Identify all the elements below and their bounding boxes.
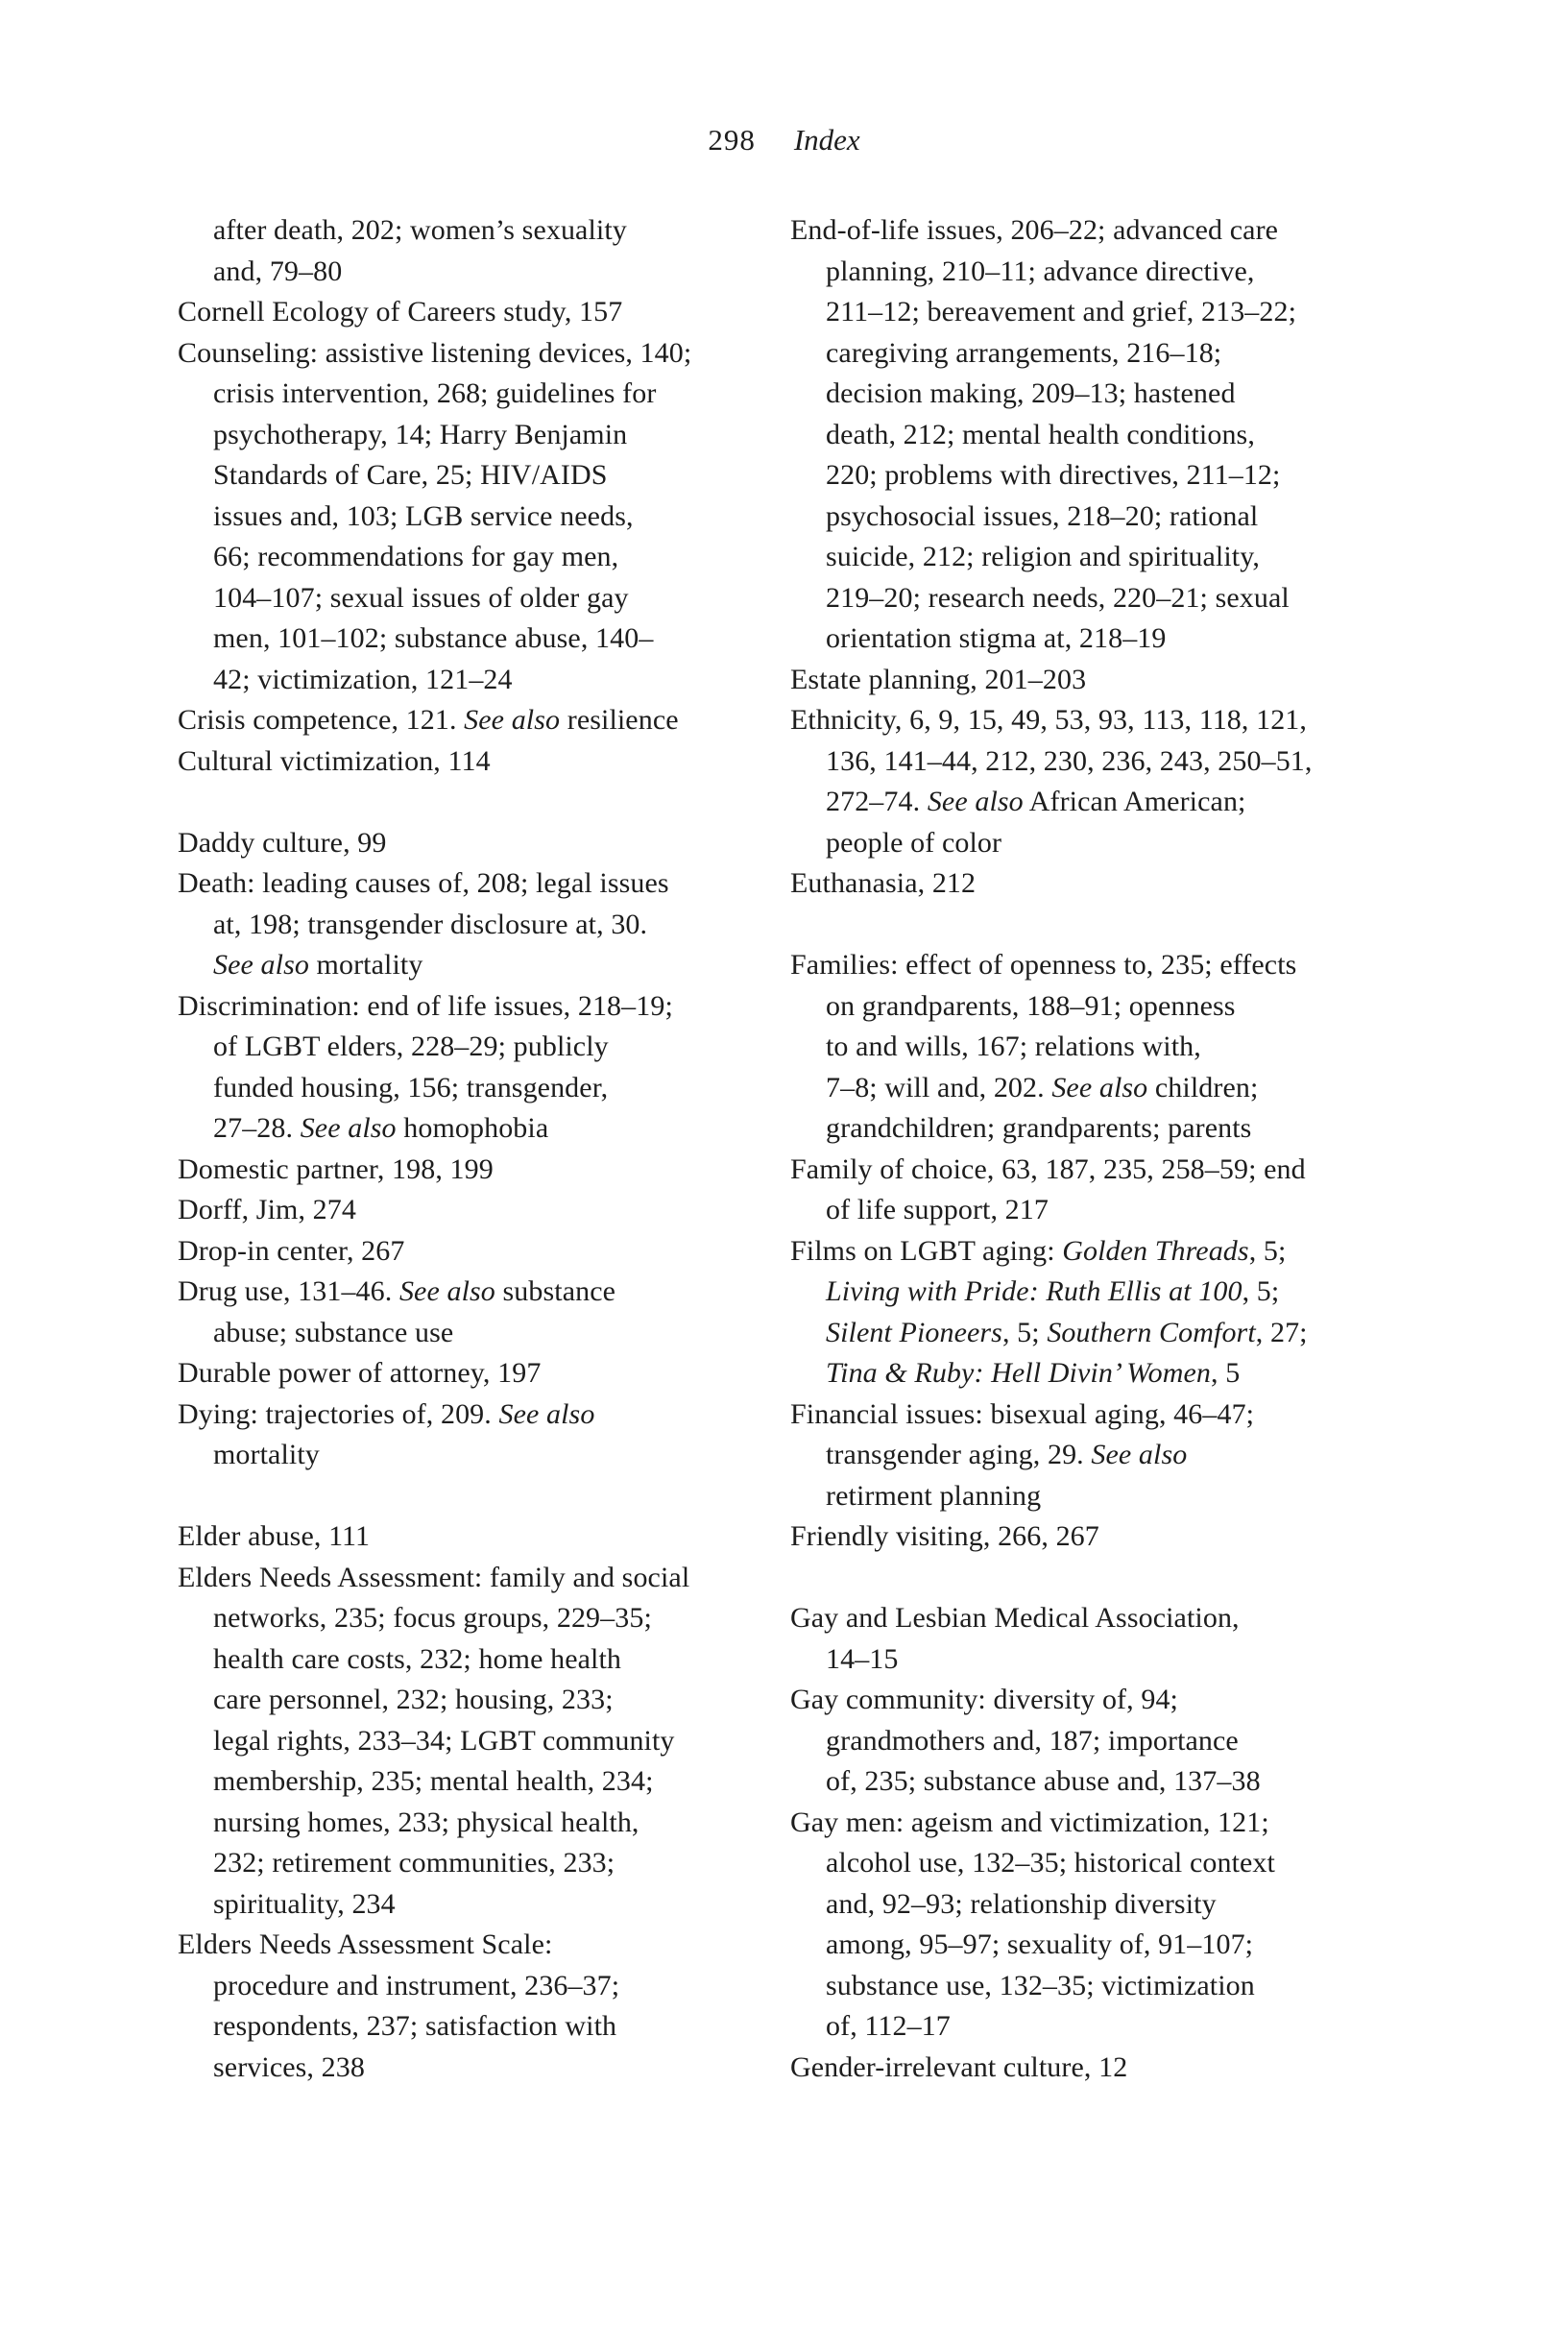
- index-line-segment: legal rights, 233–34; LGBT community: [213, 1724, 675, 1757]
- index-line: [790, 333, 1403, 375]
- index-line: [178, 945, 790, 986]
- index-line-segment: Families: effect of openness to, 235; effects: [790, 949, 1297, 981]
- index-line-segment: , 5: [1211, 1357, 1241, 1389]
- index-line-segment: , 27;: [1255, 1316, 1308, 1348]
- index-line: [790, 1476, 1403, 1517]
- index-line-segment: abuse; substance use: [213, 1316, 454, 1348]
- index-line-segment: alcohol use, 132–35; historical context: [826, 1847, 1275, 1879]
- index-line-segment: networks, 235; focus groups, 229–35;: [213, 1602, 652, 1634]
- index-line-segment: Dorff, Jim, 274: [178, 1194, 356, 1225]
- index-line-segment: Tina & Ruby: Hell Divin’ Women: [826, 1357, 1212, 1389]
- index-line-segment: grandmothers and, 187; importance: [826, 1724, 1239, 1757]
- index-line-segment: 14–15: [826, 1642, 899, 1675]
- index-line: [790, 1925, 1403, 1966]
- index-line: [178, 1313, 790, 1354]
- index-line-segment: Counseling: assistive listening devices, 140;: [178, 336, 692, 369]
- index-line-segment: psychosocial issues, 218–20; rational: [826, 499, 1259, 532]
- index-line-segment: Gay men: ageism and victimization, 121;: [790, 1806, 1269, 1838]
- index-line-segment: Dying: trajectories of, 209.: [178, 1397, 499, 1430]
- index-line: [790, 1272, 1403, 1313]
- index-line-segment: Films on LGBT aging:: [790, 1234, 1063, 1267]
- index-column-right: [790, 210, 1403, 2088]
- index-line-segment: Elder abuse, 111: [178, 1520, 371, 1552]
- index-line-segment: mortality: [308, 949, 423, 981]
- index-line: [178, 455, 790, 497]
- index-line: [178, 1353, 790, 1394]
- index-line: [790, 1721, 1403, 1762]
- index-line-segment: Drop-in center, 267: [178, 1234, 405, 1267]
- index-line: [178, 1761, 790, 1803]
- index-line: [178, 618, 790, 660]
- index-line: [178, 1884, 790, 1926]
- index-line: [790, 700, 1403, 741]
- index-line: [790, 1353, 1403, 1394]
- index-line: [178, 2048, 790, 2089]
- index-line: [790, 1108, 1403, 1150]
- index-line-segment: 104–107; sexual issues of older gay: [213, 581, 629, 614]
- index-line: [790, 1598, 1403, 1639]
- index-line: [178, 1231, 790, 1273]
- index-line-segment: Drug use, 131–46.: [178, 1275, 399, 1307]
- index-line-segment: Cultural victimization, 114: [178, 744, 491, 777]
- index-line-segment: , 5;: [1248, 1234, 1287, 1267]
- index-line: [790, 2006, 1403, 2048]
- index-line-segment: membership, 235; mental health, 234;: [213, 1765, 654, 1797]
- index-line-segment: , 5;: [1242, 1275, 1280, 1307]
- index-line-segment: at, 198; transgender disclosure at, 30.: [213, 908, 648, 940]
- index-line-segment: Silent Pioneers: [826, 1316, 1002, 1348]
- index-line: [790, 1639, 1403, 1681]
- index-line: [790, 1966, 1403, 2007]
- index-line: [178, 333, 790, 375]
- index-line: [178, 1272, 790, 1313]
- index-line-segment: Gay community: diversity of, 94;: [790, 1684, 1178, 1715]
- index-line: [178, 1190, 790, 1231]
- index-column-left: [178, 210, 790, 2088]
- index-line-segment: services, 238: [213, 2050, 365, 2083]
- index-line-segment: Elders Needs Assessment Scale:: [178, 1928, 553, 1960]
- index-line: [178, 660, 790, 701]
- index-line: [790, 1884, 1403, 1926]
- index-line: [178, 537, 790, 578]
- page-header: [0, 123, 1568, 158]
- index-line: [790, 2048, 1403, 2089]
- index-line-segment: 232; retirement communities, 233;: [213, 1847, 615, 1879]
- index-line-segment: 7–8; will and, 202.: [826, 1071, 1052, 1103]
- index-line-segment: Durable power of attorney, 197: [178, 1357, 542, 1389]
- index-line-segment: 272–74.: [826, 786, 928, 817]
- index-line-segment: See also: [1051, 1071, 1148, 1103]
- index-line: [790, 252, 1403, 293]
- page-number: 298: [708, 123, 756, 157]
- index-line-segment: transgender aging, 29.: [826, 1439, 1092, 1470]
- page-title: Index: [793, 123, 860, 157]
- index-line-segment: care personnel, 232; housing, 233;: [213, 1684, 614, 1715]
- index-line-segment: of life support, 217: [826, 1194, 1049, 1225]
- index-line-segment: 211–12; bereavement and grief, 213–22;: [826, 296, 1297, 327]
- index-line-segment: among, 95–97; sexuality of, 91–107;: [826, 1928, 1254, 1960]
- index-line-segment: , 5;: [1001, 1316, 1048, 1348]
- index-line-segment: See also: [464, 704, 561, 736]
- blank-line: [178, 1476, 790, 1517]
- index-line: [178, 1598, 790, 1639]
- index-line-segment: respondents, 237; satisfaction with: [213, 2010, 617, 2042]
- index-line: [178, 210, 790, 252]
- index-line-segment: Friendly visiting, 266, 267: [790, 1520, 1099, 1552]
- index-line-segment: Crisis competence, 121.: [178, 704, 465, 736]
- index-line-segment: Golden Threads: [1062, 1234, 1249, 1267]
- index-line-segment: death, 212; mental health conditions,: [826, 418, 1255, 450]
- index-line: [790, 292, 1403, 333]
- blank-line: [790, 1558, 1403, 1599]
- index-line-segment: Cornell Ecology of Careers study, 157: [178, 296, 623, 327]
- index-line: [178, 1966, 790, 2007]
- index-line: [790, 1394, 1403, 1436]
- index-line: [178, 252, 790, 293]
- index-line-segment: Southern Comfort: [1047, 1316, 1256, 1348]
- index-line-segment: suicide, 212; religion and spirituality,: [826, 541, 1260, 572]
- index-line-segment: See also: [398, 1275, 495, 1307]
- index-line: [178, 578, 790, 619]
- index-line-segment: substance use, 132–35; victimization: [826, 1969, 1255, 2001]
- index-line: [790, 1190, 1403, 1231]
- index-line: [178, 1639, 790, 1681]
- index-line-segment: children;: [1147, 1071, 1259, 1103]
- index-line: [178, 986, 790, 1028]
- index-line: [178, 2006, 790, 2048]
- index-line-segment: Gay and Lesbian Medical Association,: [790, 1602, 1240, 1634]
- index-line: [790, 782, 1403, 823]
- index-line-segment: and, 92–93; relationship diversity: [826, 1887, 1217, 1920]
- index-line: [790, 497, 1403, 538]
- index-line-segment: people of color: [826, 826, 1002, 859]
- index-line-segment: funded housing, 156; transgender,: [213, 1071, 609, 1103]
- index-line-segment: of, 235; substance abuse and, 137–38: [826, 1765, 1261, 1797]
- index-line-segment: See also: [927, 786, 1024, 817]
- index-line-segment: issues and, 103; LGB service needs,: [213, 499, 634, 532]
- index-line-segment: Standards of Care, 25; HIV/AIDS: [213, 459, 608, 491]
- index-line: [790, 823, 1403, 864]
- blank-line: [790, 905, 1403, 946]
- index-line: [790, 1803, 1403, 1844]
- index-line: [178, 905, 790, 946]
- index-line-segment: Financial issues: bisexual aging, 46–47;: [790, 1397, 1255, 1430]
- index-line-segment: Domestic partner, 198, 199: [178, 1152, 494, 1185]
- index-line: [178, 700, 790, 741]
- index-line: [790, 986, 1403, 1028]
- index-line: [790, 945, 1403, 986]
- index-line: [790, 455, 1403, 497]
- index-line-segment: grandchildren; grandparents; parents: [826, 1112, 1252, 1144]
- index-line: [178, 497, 790, 538]
- index-line: [178, 1721, 790, 1762]
- index-line: [790, 374, 1403, 415]
- index-line-segment: procedure and instrument, 236–37;: [213, 1969, 620, 2001]
- index-line-segment: Elders Needs Assessment: family and social: [178, 1561, 690, 1593]
- index-line: [790, 1231, 1403, 1273]
- index-line-segment: 66; recommendations for gay men,: [213, 541, 619, 572]
- index-line: [790, 210, 1403, 252]
- index-line: [790, 660, 1403, 701]
- index-line-segment: Daddy culture, 99: [178, 826, 387, 859]
- index-line: [790, 1150, 1403, 1191]
- index-line-segment: of LGBT elders, 228–29; publicly: [213, 1031, 609, 1062]
- index-line-segment: Estate planning, 201–203: [790, 663, 1087, 695]
- index-line: [178, 823, 790, 864]
- index-line-segment: See also: [498, 1397, 595, 1430]
- index-line: [790, 618, 1403, 660]
- index-line-segment: Family of choice, 63, 187, 235, 258–59; end: [790, 1152, 1306, 1185]
- index-line: [178, 1803, 790, 1844]
- index-line: [790, 741, 1403, 783]
- index-line: [178, 1925, 790, 1966]
- index-line-segment: 136, 141–44, 212, 230, 236, 243, 250–51,: [826, 744, 1313, 777]
- index-line: [178, 1108, 790, 1150]
- index-line: [790, 1516, 1403, 1558]
- index-line-segment: decision making, 209–13; hastened: [826, 377, 1236, 409]
- index-line: [178, 374, 790, 415]
- index-line: [178, 863, 790, 905]
- index-line-segment: planning, 210–11; advance directive,: [826, 255, 1255, 287]
- index-line-segment: Ethnicity, 6, 9, 15, 49, 53, 93, 113, 118, 121,: [790, 704, 1308, 736]
- index-line-segment: of, 112–17: [826, 2010, 951, 2042]
- index-line-segment: Death: leading causes of, 208; legal issues: [178, 867, 669, 899]
- index-line-segment: orientation stigma at, 218–19: [826, 622, 1167, 654]
- index-line: [178, 415, 790, 456]
- index-line: [790, 415, 1403, 456]
- index-line-segment: Gender-irrelevant culture, 12: [790, 2050, 1128, 2083]
- index-line-segment: 42; victimization, 121–24: [213, 663, 513, 695]
- index-line-segment: to and wills, 167; relations with,: [826, 1031, 1201, 1062]
- blank-line: [178, 782, 790, 823]
- index-line: [790, 1435, 1403, 1476]
- index-line-segment: 220; problems with directives, 211–12;: [826, 459, 1281, 491]
- index-line-segment: See also: [213, 949, 309, 981]
- index-line: [790, 578, 1403, 619]
- index-line: [178, 1027, 790, 1068]
- index-line: [178, 1435, 790, 1476]
- index-line: [790, 863, 1403, 905]
- index-line-segment: health care costs, 232; home health: [213, 1642, 622, 1675]
- index-line-segment: on grandparents, 188–91; openness: [826, 989, 1236, 1022]
- index-line: [790, 1761, 1403, 1803]
- index-line: [178, 1150, 790, 1191]
- index-line: [790, 1313, 1403, 1354]
- index-line: [178, 1843, 790, 1884]
- index-line-segment: 27–28.: [213, 1112, 301, 1144]
- index-line-segment: psychotherapy, 14; Harry Benjamin: [213, 418, 628, 450]
- index-line: [178, 1516, 790, 1558]
- index-line: [178, 741, 790, 783]
- index-line-segment: crisis intervention, 268; guidelines for: [213, 377, 657, 409]
- index-line-segment: See also: [1091, 1439, 1188, 1470]
- index-line-segment: Discrimination: end of life issues, 218–19;: [178, 989, 673, 1022]
- index-line-segment: African American;: [1023, 786, 1246, 817]
- index-line-segment: 219–20; research needs, 220–21; sexual: [826, 581, 1290, 614]
- index-line-segment: after death, 202; women’s sexuality: [213, 214, 627, 246]
- index-line-segment: spirituality, 234: [213, 1887, 396, 1920]
- index-line: [790, 1068, 1403, 1109]
- index-line: [178, 292, 790, 333]
- index-line-segment: resilience: [560, 704, 679, 736]
- index-line: [790, 537, 1403, 578]
- index-line: [790, 1027, 1403, 1068]
- index-line-segment: mortality: [213, 1439, 320, 1470]
- index-line-segment: Living with Pride: Ruth Ellis at 100: [826, 1275, 1242, 1307]
- index-line-segment: See also: [300, 1112, 397, 1144]
- index-line-segment: homophobia: [396, 1112, 549, 1144]
- index-line-segment: Euthanasia, 212: [790, 867, 977, 899]
- index-line: [790, 1680, 1403, 1721]
- index-line: [790, 1843, 1403, 1884]
- index-line: [178, 1394, 790, 1436]
- index-line-segment: retirment planning: [826, 1479, 1042, 1512]
- index-line: [178, 1068, 790, 1109]
- index-line-segment: End-of-life issues, 206–22; advanced care: [790, 214, 1279, 246]
- index-line-segment: nursing homes, 233; physical health,: [213, 1806, 639, 1838]
- index-line-segment: substance: [495, 1275, 616, 1307]
- index-line-segment: men, 101–102; substance abuse, 140–: [213, 622, 654, 654]
- index-line: [178, 1558, 790, 1599]
- index-line-segment: and, 79–80: [213, 255, 343, 287]
- index-line-segment: caregiving arrangements, 216–18;: [826, 336, 1222, 369]
- index-line: [178, 1680, 790, 1721]
- index-columns: [178, 210, 1403, 2088]
